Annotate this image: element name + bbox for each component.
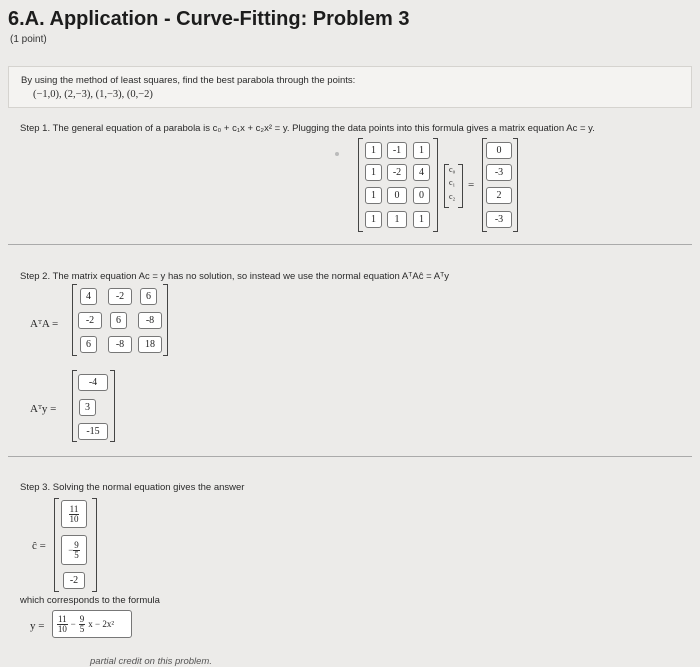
aty-cell-2[interactable]: -15 (78, 423, 108, 440)
step1-text: Step 1. The general equation of a parabola is c₀ + c₁x + c₂x² = y. Plugging the data points into this formula gives a matrix equation Ac = y. (20, 123, 595, 134)
divider-2 (8, 456, 692, 457)
c-hat-cell-2[interactable]: -2 (63, 572, 85, 589)
step2-text: Step 2. The matrix equation Ac = y has no solution, so instead we use the normal equation AᵀAĉ = Aᵀy (20, 271, 449, 282)
c-vector-c2: c₂ (449, 192, 456, 201)
y-equals-label: y = (30, 620, 45, 632)
c-hat-den-0: 10 (69, 513, 79, 524)
ata-right-bracket (163, 284, 168, 356)
c-hat-fraction-1 (73, 541, 80, 560)
page-title: 6.A. Application - Curve-Fitting: Problem 3 (8, 8, 410, 30)
aty-cell-1[interactable]: 3 (79, 399, 96, 416)
ata-cell-2-1[interactable]: -8 (108, 336, 132, 353)
divider-1 (8, 244, 692, 245)
ata-label: AᵀA = (30, 318, 59, 330)
c-hat-cell-1[interactable] (61, 535, 87, 565)
formula-fraction-b (79, 615, 86, 634)
formula-minus: − (70, 619, 76, 629)
a-cell-2-2[interactable]: 0 (413, 187, 430, 204)
aty-right-bracket (110, 370, 115, 442)
c-hat-right-bracket (92, 498, 97, 592)
partial-credit-text: partial credit on this problem. (90, 656, 212, 667)
ata-cell-1-1[interactable]: 6 (110, 312, 127, 329)
problem-statement (8, 66, 692, 108)
c-hat-neg-1: − (68, 545, 74, 555)
a-cell-0-1[interactable]: -1 (387, 142, 407, 159)
c-hat-left-bracket (54, 498, 59, 592)
formula-a-num: 11 (58, 613, 67, 624)
c-hat-den-1: 5 (74, 549, 79, 560)
problem-prompt: By using the method of least squares, find the best parabola through the points: (21, 75, 356, 86)
formula-a-den: 10 (57, 623, 67, 634)
a-cell-1-1[interactable]: -2 (387, 164, 407, 181)
formula-answer-input[interactable] (52, 610, 132, 638)
aty-left-bracket (72, 370, 77, 442)
a-cell-1-0[interactable]: 1 (365, 164, 382, 181)
matrix-a-left-bracket (358, 138, 363, 232)
c-vector-right-bracket (458, 164, 463, 208)
ata-left-bracket (72, 284, 77, 356)
ata-cell-0-2[interactable]: 6 (140, 288, 157, 305)
c-vector-c1: c₁ (449, 178, 456, 187)
c-hat-cell-0[interactable] (61, 500, 87, 528)
a-cell-3-0[interactable]: 1 (365, 211, 382, 228)
ata-cell-2-0[interactable]: 6 (80, 336, 97, 353)
c-hat-num-1: 9 (74, 539, 79, 550)
c-hat-label: ĉ = (32, 540, 46, 552)
ata-cell-0-0[interactable]: 4 (80, 288, 97, 305)
a-cell-3-1[interactable]: 1 (387, 211, 407, 228)
equals-sign: = (468, 179, 475, 191)
a-cell-3-2[interactable]: 1 (413, 211, 430, 228)
formula-fraction-a (57, 615, 68, 634)
c-vector-c0: c₀ (449, 165, 456, 174)
formula-b-den: 5 (79, 623, 85, 634)
a-cell-2-0[interactable]: 1 (365, 187, 382, 204)
bullet-dot (335, 152, 339, 156)
ata-cell-2-2[interactable]: 18 (138, 336, 162, 353)
y-cell-2[interactable]: 2 (486, 187, 512, 204)
c-hat-fraction-0 (69, 505, 80, 524)
aty-label: Aᵀy = (30, 403, 57, 415)
c-hat-num-0: 11 (69, 503, 79, 514)
formula-b-num: 9 (79, 613, 85, 624)
ata-cell-1-0[interactable]: -2 (78, 312, 102, 329)
a-cell-1-2[interactable]: 4 (413, 164, 430, 181)
a-cell-0-0[interactable]: 1 (365, 142, 382, 159)
y-vector-right-bracket (513, 138, 518, 232)
aty-cell-0[interactable]: -4 (78, 374, 108, 391)
a-cell-2-1[interactable]: 0 (387, 187, 407, 204)
problem-points: (−1,0), (2,−3), (1,−3), (0,−2) (33, 89, 153, 100)
a-cell-0-2[interactable]: 1 (413, 142, 430, 159)
formula-text: which corresponds to the formula (20, 595, 160, 606)
y-cell-0[interactable]: 0 (486, 142, 512, 159)
ata-cell-1-2[interactable]: -8 (138, 312, 162, 329)
y-cell-3[interactable]: -3 (486, 211, 512, 228)
ata-cell-0-1[interactable]: -2 (108, 288, 132, 305)
y-cell-1[interactable]: -3 (486, 164, 512, 181)
matrix-a-right-bracket (433, 138, 438, 232)
points-label: (1 point) (10, 34, 47, 45)
formula-rest: x − 2x² (88, 619, 115, 629)
step3-text: Step 3. Solving the normal equation gives the answer (20, 482, 245, 493)
